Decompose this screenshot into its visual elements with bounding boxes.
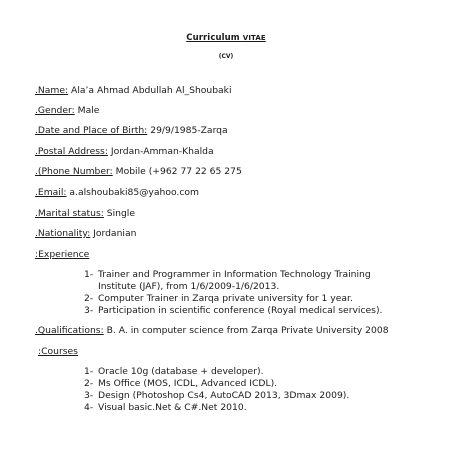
title-main: Curriculum [186, 33, 243, 43]
experience-item-text: Participation in scientific conference (Royal medical services). [98, 305, 383, 316]
field-marital-value: Single [103, 208, 136, 219]
field-postal [35, 146, 214, 157]
experience-item [84, 269, 371, 280]
field-nationality [35, 228, 136, 239]
field-birth-value: 29/9/1985-Zarqa [147, 125, 228, 136]
field-qualifications-label: .Qualifications: [35, 325, 104, 336]
course-item-text: Visual basic.Net & C#.Net 2010. [98, 402, 247, 413]
course-item-number: 3- [84, 390, 94, 401]
field-nationality-value: Jordanian [90, 228, 137, 239]
document-subtitle: (CV) [218, 53, 234, 60]
field-gender [35, 105, 99, 116]
course-item-text: Ms Office (MOS, ICDL, Advanced ICDL). [98, 378, 278, 389]
field-marital-label: .Marital status: [35, 208, 104, 219]
field-birth-label: .Date and Place of Birth: [35, 125, 148, 136]
field-postal-label: .Postal Address: [35, 146, 108, 157]
course-item-number: 4- [84, 402, 94, 413]
field-marital [35, 208, 135, 219]
title-caps: VITAE [242, 34, 266, 42]
field-gender-label: .Gender: [35, 105, 75, 116]
experience-heading: :Experience [35, 249, 90, 260]
course-item-text: Design (Photoshop Cs4, AutoCAD 2013, 3Dmax 2009). [98, 390, 350, 401]
field-nationality-label: .Nationality: [35, 228, 91, 239]
course-item [84, 378, 277, 389]
field-phone [35, 166, 242, 177]
course-item-number: 1- [84, 366, 94, 377]
field-qualifications [35, 325, 389, 336]
experience-item [84, 293, 353, 304]
field-name-value: Ala’a Ahmad Abdullah Al_Shoubaki [68, 85, 232, 96]
field-birth [35, 125, 228, 136]
course-item [84, 402, 247, 413]
field-phone-label: .(Phone Number: [35, 166, 113, 177]
field-name-label: .Name: [35, 85, 69, 96]
experience-item-number: 2- [84, 293, 94, 304]
field-qualifications-value: B. A. in computer science from Zarqa Private University 2008 [103, 325, 389, 336]
field-name [35, 85, 232, 96]
field-gender-value: Male [74, 105, 100, 116]
field-email-value: a.alshoubaki85@yahoo.com [66, 187, 199, 198]
course-item-number: 2- [84, 378, 94, 389]
experience-item-text: Computer Trainer in Zarqa private university for 1 year. [98, 293, 353, 304]
course-item [84, 366, 264, 377]
experience-item [84, 305, 382, 316]
experience-item-number: 1- [84, 269, 94, 280]
experience-item-number: 3- [84, 305, 94, 316]
courses-heading: :Courses [38, 346, 78, 357]
field-email-label: .Email: [35, 187, 67, 198]
course-item [84, 390, 349, 401]
field-phone-value: Mobile (+962 77 22 65 275 [112, 166, 242, 177]
field-postal-value: Jordan-Amman-Khalda [107, 146, 214, 157]
document-title [0, 33, 452, 43]
course-item-text: Oracle 10g (database + developer). [98, 366, 264, 377]
field-email [35, 187, 199, 198]
experience-item-text: Trainer and Programmer in Information Technology Training [98, 269, 371, 280]
experience-item-continuation: Institute (JAF), from 1/6/2009-1/6/2013. [98, 281, 280, 292]
